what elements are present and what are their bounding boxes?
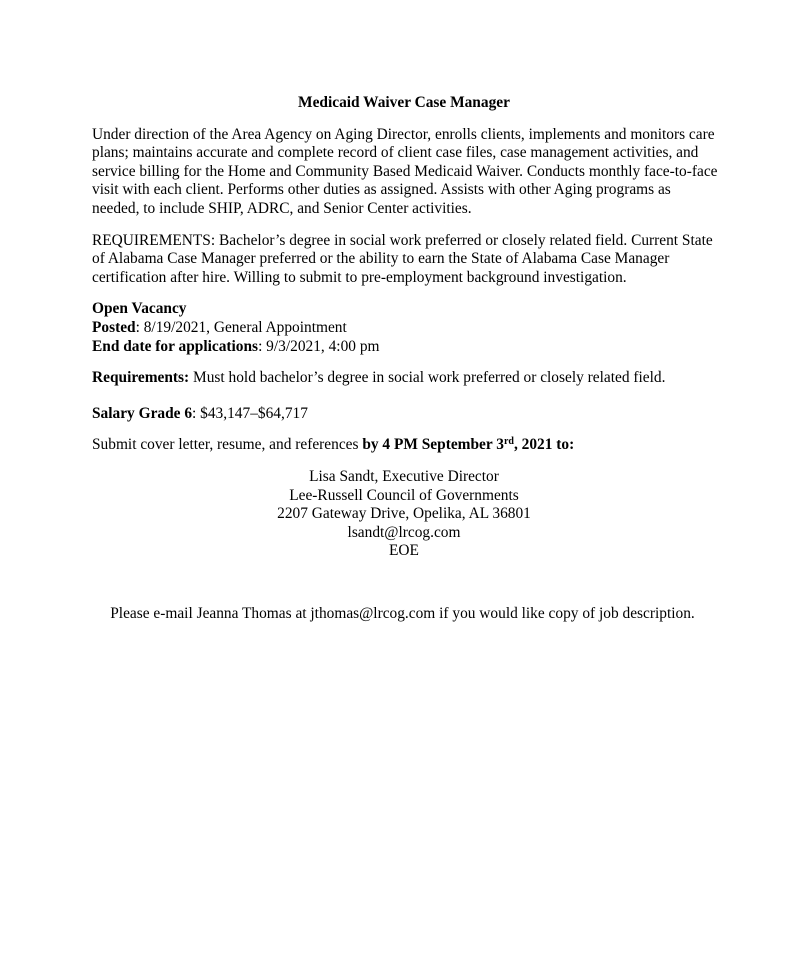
posted-line (92, 319, 722, 338)
contact-name: Lisa Sandt, Executive Director (309, 467, 499, 485)
posted-value: : 8/19/2021, General Appointment (135, 318, 347, 336)
requirements-line (92, 369, 722, 388)
contact-email: lsandt@lrcog.com (347, 523, 461, 541)
contact-org: Lee-Russell Council of Governments (289, 486, 519, 504)
posted-label: Posted (92, 318, 136, 336)
end-date-value: : 9/3/2021, 4:00 pm (258, 337, 380, 355)
requirements-value: Must hold bachelor’s degree in social work preferred or closely related field. (189, 369, 666, 387)
end-date-line (92, 338, 722, 357)
contact-address: 2207 Gateway Drive, Opelika, AL 36801 (277, 505, 531, 523)
salary-line (92, 405, 722, 424)
vacancy-details (92, 300, 722, 356)
submit-deadline-suffix: rd (503, 436, 514, 448)
salary-value: : $43,147–$64,717 (192, 404, 308, 422)
contact-eoe: EOE (389, 542, 419, 560)
job-description: Under direction of the Area Agency on Aging Director, enrolls clients, implements and monitors care plans; maintains accurate and complete record of client case files, case management activities, and service billing for the Home and Community Based Medicaid Waiver. Conducts monthly face-to-face visit with each client. Performs other duties as assigned. Assists with other Aging programs as needed, to include SHIP, ADRC, and Senior Center activities. (92, 125, 718, 217)
salary-label: Salary Grade 6 (92, 404, 193, 422)
contact-block (92, 468, 716, 561)
job-description-note: Please e-mail Jeanna Thomas at jthomas@lrcog.com if you would like copy of job description. (110, 605, 695, 622)
end-date-label: End date for applications (92, 337, 259, 355)
requirements-paragraph: REQUIREMENTS: Bachelor’s degree in social work preferred or closely related field. Current State of Alabama Case Manager preferred or the ability to earn the State of Alabama Case Manager certification after hire. Willing to submit to pre-employment background investigation. (92, 231, 713, 286)
submit-instructions (92, 436, 722, 455)
submit-deadline (362, 436, 574, 453)
page-title: Medicaid Waiver Case Manager (298, 94, 510, 111)
submit-deadline-year: , 2021 to: (513, 436, 575, 454)
requirements-label: Requirements: (92, 369, 190, 387)
submit-deadline-date: by 4 PM September 3 (362, 436, 504, 454)
job-posting (92, 94, 722, 604)
submit-lead: Submit cover letter, resume, and references (92, 436, 363, 454)
vacancy-heading: Open Vacancy (92, 300, 187, 318)
